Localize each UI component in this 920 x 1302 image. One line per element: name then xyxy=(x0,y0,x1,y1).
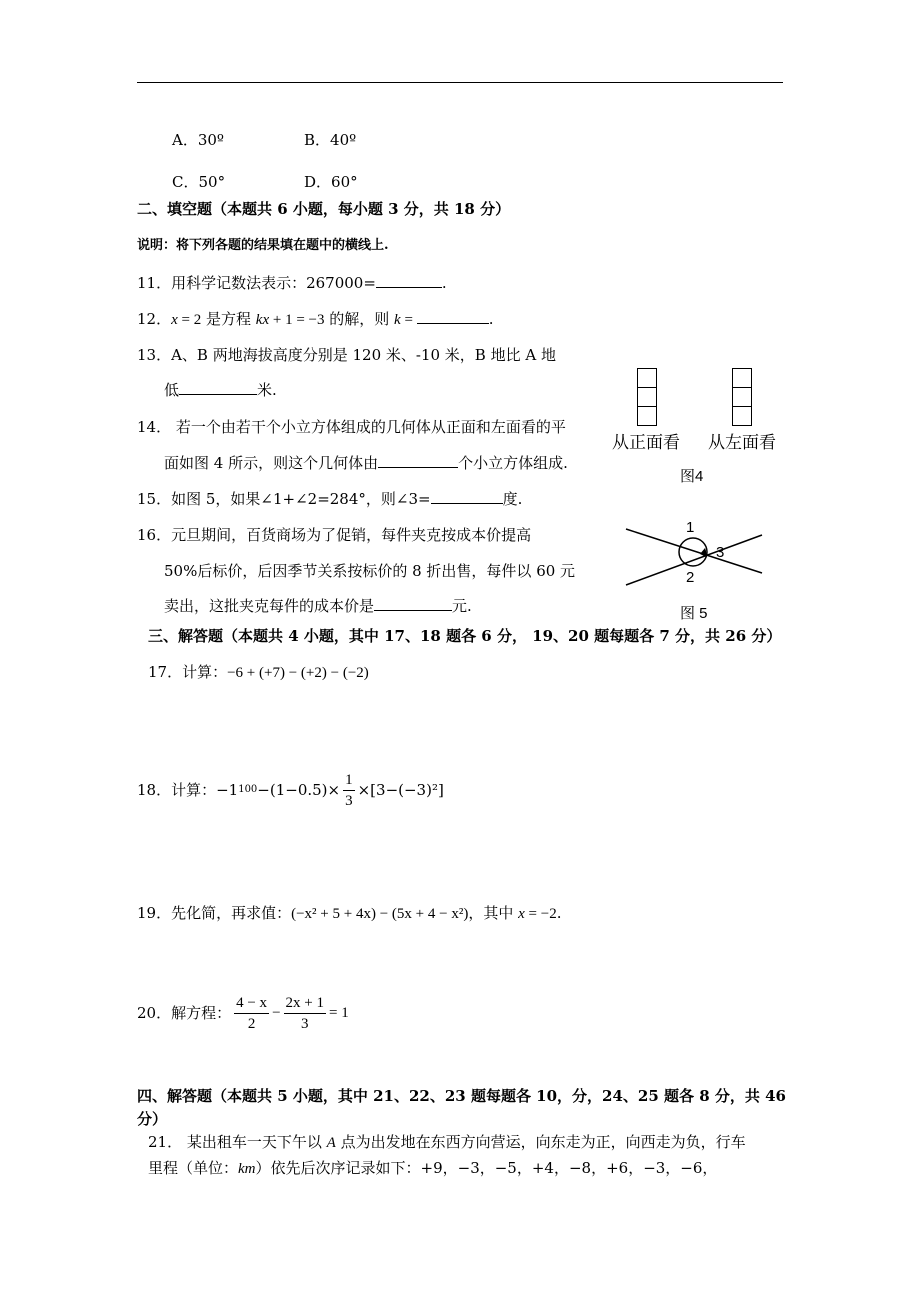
section2-note: 说明：将下列各题的结果填在题中的横线上. xyxy=(137,238,389,253)
choice-a: A．30º xyxy=(172,131,224,149)
question-21-line1: 21． 某出租车一天下午以 A 点为出发地在东西方向营运，向东走为正，向西走为负，行车 xyxy=(148,1133,746,1151)
question-20: 20．解方程： $\frac{4 - x}{2}$ − $\frac{2x + 1}{3}$ = 1 xyxy=(137,994,349,1032)
header-rule xyxy=(137,82,783,83)
angle-1-label: 1 xyxy=(686,519,695,536)
answer-blank xyxy=(374,596,452,611)
question-17: 17．计算：−6 + (+7) − (+2) − (−2) xyxy=(148,663,369,681)
figure-4-caption: 图4 xyxy=(680,468,704,485)
question-13-line1: 13．A、B 两地海拔高度分别是 120 米、-10 米，B 地比 A 地 xyxy=(137,346,556,364)
question-16-line1: 16．元旦期间，百货商场为了促销，每件夹克按成本价提高 xyxy=(137,526,532,544)
section4-title-line2: 分） xyxy=(137,1110,168,1128)
question-15: 15．如图 5，如果∠1+∠2=284°，则∠3= 度. xyxy=(137,490,523,508)
choice-d: D．60° xyxy=(304,173,358,191)
question-21-line2: 里程（单位：km）依先后次序记录如下：+9，−3，−5，+4，−8，+6，−3，−6， xyxy=(148,1159,718,1177)
fraction-right: $\frac{2x + 1}{3}$ xyxy=(285,994,324,1032)
question-16-line3: 卖出，这批夹克每件的成本价是 元. xyxy=(164,597,472,615)
question-19: 19．先化简，再求值：(−x² + 5 + 4x) − (5x + 4 − x²)，其中 x = −2. xyxy=(137,904,562,922)
section4-title-line1: 四、解答题（本题共 5 小题，其中 21、22、23 题每题各 10，分，24、25 题各 8 分，共 46 xyxy=(137,1087,786,1105)
figure-5 xyxy=(620,515,770,625)
left-view-cube xyxy=(732,387,752,407)
choice-c: C．50° xyxy=(172,173,226,191)
fraction-one-third: $\frac{1}{3}$ xyxy=(345,771,353,809)
question-12: 12．x = 2 是方程 kx + 1 = −3 的解，则 k = . xyxy=(137,310,494,328)
section3-title: 三、解答题（本题共 4 小题，其中 17、18 题各 6 分， 19、20 题每题各 7 分，共 26 分） xyxy=(148,627,782,645)
left-view-label: 从左面看 xyxy=(708,433,776,452)
answer-blank xyxy=(431,489,503,504)
left-view-cube xyxy=(732,368,752,388)
fraction-left: $\frac{4 - x}{2}$ xyxy=(236,994,268,1032)
front-view-cube xyxy=(637,406,657,426)
left-view-cube xyxy=(732,406,752,426)
choice-b: B．40º xyxy=(304,131,357,149)
front-view-cube xyxy=(637,387,657,407)
front-view-cube xyxy=(637,368,657,388)
front-view-label: 从正面看 xyxy=(612,433,680,452)
angle-2-label: 2 xyxy=(686,569,695,586)
answer-blank xyxy=(378,453,458,468)
question-14-line2: 面如图 4 所示，则这个几何体由 个小立方体组成. xyxy=(164,454,568,472)
section2-title: 二、填空题（本题共 6 小题，每小题 3 分，共 18 分） xyxy=(137,200,511,218)
question-14-line1: 14． 若一个由若干个小立方体组成的几何体从正面和左面看的平 xyxy=(137,418,566,436)
angle-3-label: 3 xyxy=(716,544,725,561)
answer-blank xyxy=(376,273,442,288)
question-13-line2: 低 米. xyxy=(164,381,277,399)
answer-blank xyxy=(417,309,489,324)
figure-5-caption: 图 5 xyxy=(680,605,708,622)
question-18: 18．计算：−1 100 −(1−0.5)× $\frac{1}{3}$ ×[3−(−3)²] xyxy=(137,771,444,809)
question-16-line2: 50%后标价，后因季节关系按标价的 8 折出售，每件以 60 元 xyxy=(164,562,576,580)
question-11: 11．用科学记数法表示：267000= . xyxy=(137,274,447,292)
figure-4 xyxy=(600,360,790,490)
answer-blank xyxy=(179,380,257,395)
